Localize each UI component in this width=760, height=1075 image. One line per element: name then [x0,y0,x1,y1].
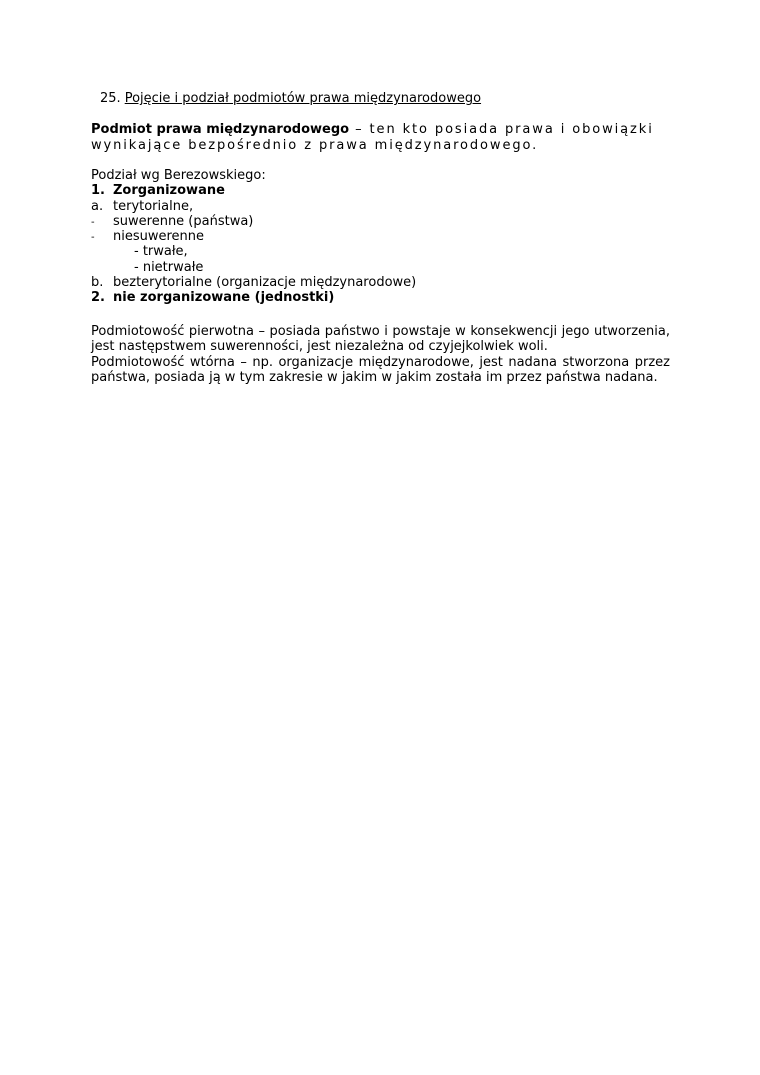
list-item-text: bezterytorialne (organizacje międzynarodowe) [113,275,417,291]
secondary-subjectivity-paragraph: Podmiotowość wtórna – np. organizacje międzynarodowe, jest nadana stworzona przez państwa, posiada ją w tym zakresie w jakim w jakim została im przez państwa nadana. [91,354,670,385]
list-marker: 2. [91,290,105,306]
division-intro-row [91,168,681,183]
list-item [91,183,681,198]
definition-paragraph [91,122,671,154]
definition-text: – ten kto posiada prawa i obowiązki wynikające bezpośrednio z prawa międzynarodowego. [91,122,654,153]
definition-term: Podmiot prawa międzynarodowego [91,122,350,137]
list-item-text: Zorganizowane [113,183,225,199]
list-marker: - [91,216,95,228]
list-item [91,275,681,290]
list-marker: b. [91,275,104,291]
section-number: 25. [100,91,121,106]
subjectivity-paragraphs [91,324,670,385]
list-item [91,199,681,214]
list-subitem [91,244,681,259]
division-section [91,168,681,306]
section-title: Pojęcie i podział podmiotów prawa międzynarodowego [124,91,482,106]
list-marker: a. [91,198,104,214]
list-subitem-text: - trwałe, [134,244,188,260]
list-item [91,214,681,229]
list-item-text: niesuwerenne [113,229,205,245]
list-subitem-text: - nietrwałe [134,259,204,275]
list-subitem [91,260,681,275]
list-item [91,290,681,305]
list-item-text: terytorialne, [113,198,194,214]
division-intro: Podział wg Berezowskiego: [91,168,266,183]
section-heading [100,91,481,107]
list-item [91,229,681,244]
list-item-text: suwerenne (państwa) [113,213,254,229]
list-marker: 1. [91,183,105,199]
list-item-text: nie zorganizowane (jednostki) [113,290,335,306]
primary-subjectivity-paragraph: Podmiotowość pierwotna – posiada państwo i powstaje w konsekwencji jego utworzenia, jest następstwem suwerenności, jest niezależna od czyjejkolwiek woli. [91,324,670,355]
list-marker: - [91,232,95,244]
